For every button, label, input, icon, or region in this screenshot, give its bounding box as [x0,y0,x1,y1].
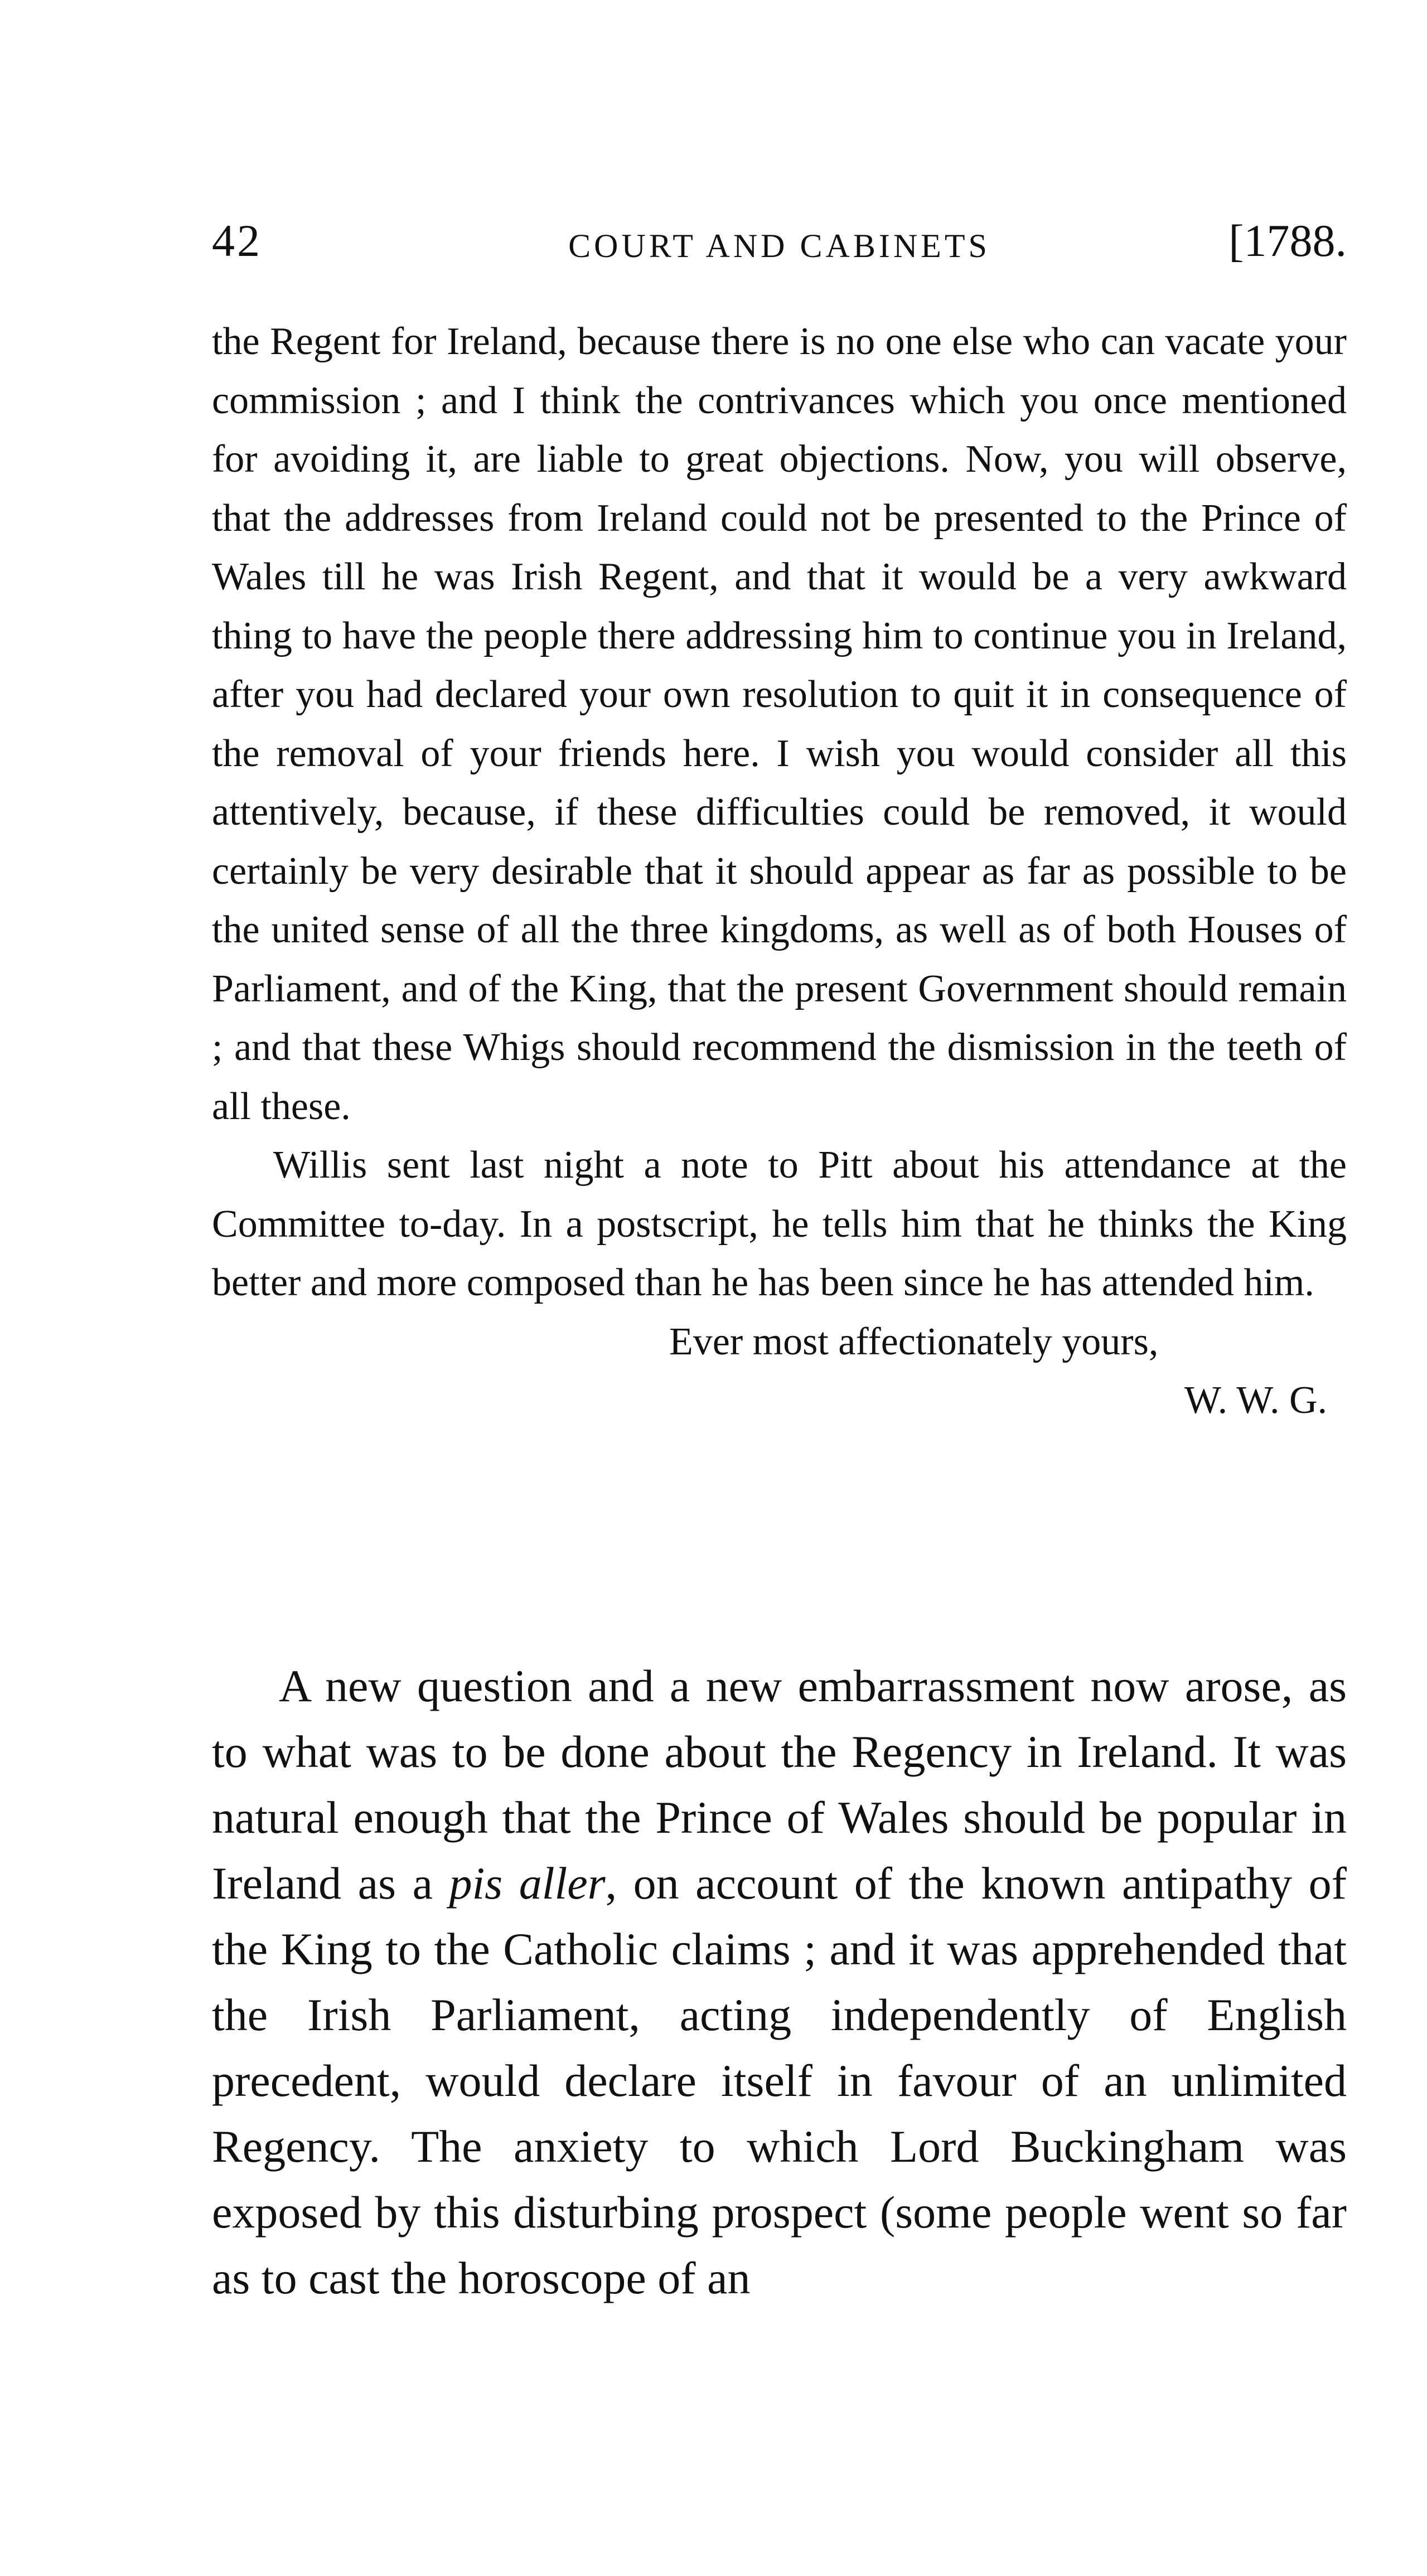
letter-signature: W. W. G. [1184,1379,1327,1422]
running-year: [1788. [1228,215,1347,266]
running-title: COURT AND CABINETS [568,227,990,264]
running-head [212,215,1347,282]
italic-phrase: pis aller [449,1858,606,1909]
narrative-text [212,1653,1347,2311]
page-number: 42 [212,215,262,266]
letter-paragraph: the Regent for Ireland, because there is no one else who can vacate your commission ; and I think the contrivances which you once mentioned for avoiding it, are liable to great objections. Now, you will observe, that the addresses from Ireland could not be presented to the Prince of Wales till he was Irish Regent, and that it would be a very awkward thing to have the people there addressing him to continue you in Ireland, after you had declared your own resolution to quit it in consequence of the removal of your friends here. I wish you would consider all this attentively, because, if these difficulties could be removed, it would certainly be very desirable that it should appear as far as possible to be the united sense of all the three kingdoms, as well as of both Houses of Parliament, and of the King, that the present Government should remain ; and that these Whigs should recommend the dismission in the teeth of all these. [212,320,1347,1128]
letter-text [212,312,1347,1430]
narrative-paragraph [212,1653,1347,2311]
letter-paragraph: Willis sent last night a note to Pitt about his attendance at the Committee to-day. In a postscript, he tells him that he thinks the King better and more composed than he has been since he has attended him. [212,1144,1347,1304]
letter-closing: Ever most affectionately yours, [669,1320,1159,1363]
narrative-text-part: , on account of the known antipathy of the King to the Catholic claims ; and it was apprehended that the Irish Parliament, acting independently of English precedent, would declare itself in favour of an unlimited Regency. The anxiety to which Lord Buckingham was exposed by this disturbing prospect (some people went so far as to cast the horoscope of an [212,1858,1347,2303]
narrative-text-part: A new question and a new embarrassment now arose, as to what was to be done about the Regency in Ireland. It was natural enough that the Prince of Wales should be popular in Ireland as a [212,1660,1347,1909]
